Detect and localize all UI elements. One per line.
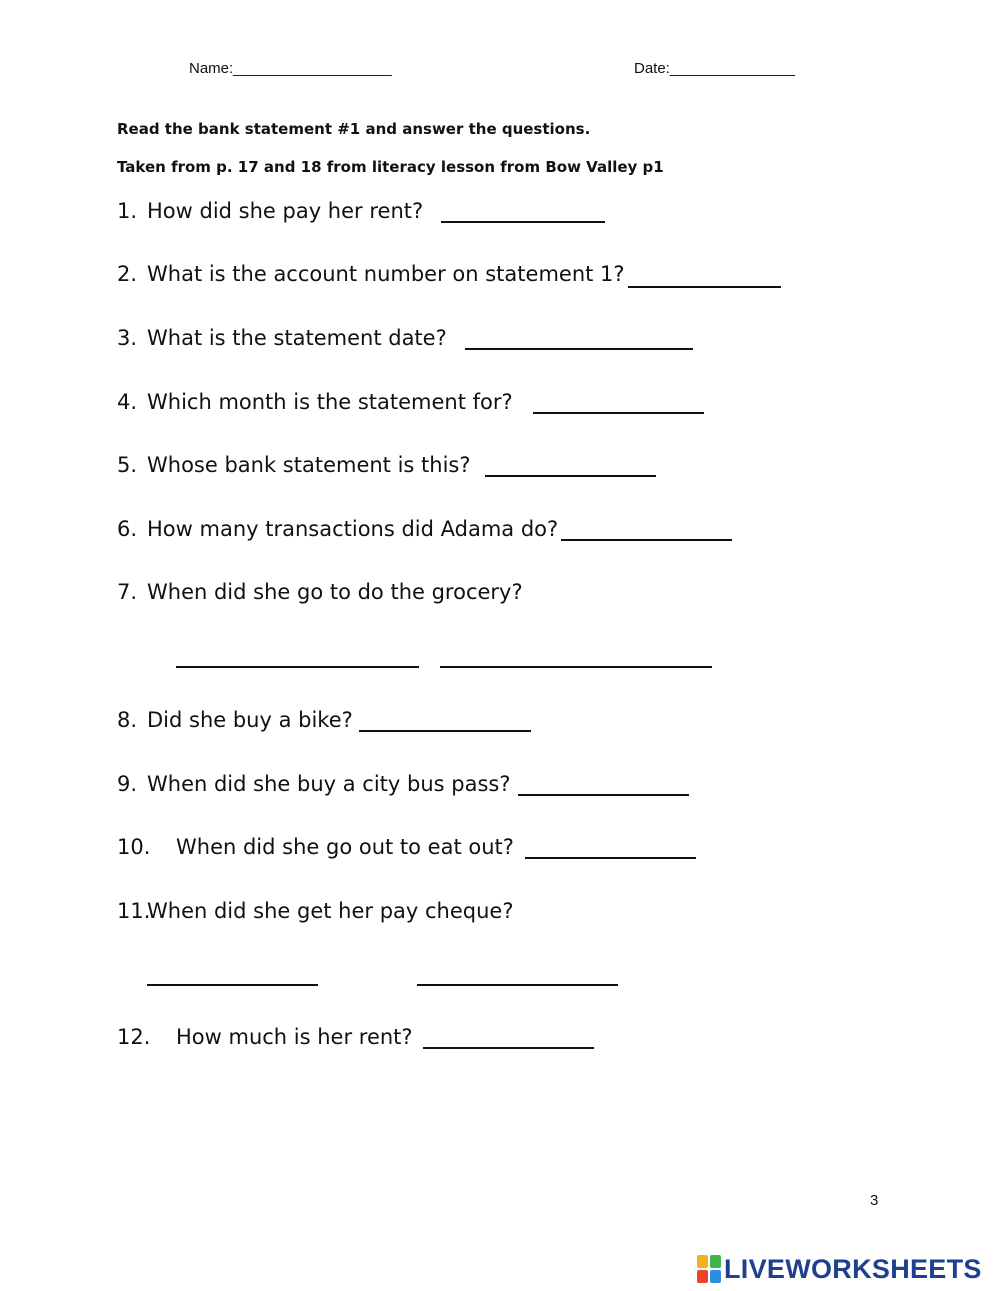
- logo-blocks-icon: [697, 1255, 721, 1283]
- question-number: 10.: [117, 835, 151, 859]
- question-text: What is the account number on statement 1?: [147, 262, 625, 286]
- question-number: 12.: [117, 1025, 151, 1049]
- question-12: [117, 1025, 413, 1049]
- question-8: [117, 708, 353, 732]
- question-text: How did she pay her rent?: [147, 199, 424, 223]
- question-3: [117, 326, 447, 350]
- question-number: 3.: [117, 326, 138, 350]
- question-text: When did she go to do the grocery?: [147, 580, 523, 604]
- question-7: [117, 580, 523, 604]
- answer-blank-3[interactable]: [465, 348, 693, 350]
- question-text: What is the statement date?: [147, 326, 447, 350]
- question-number: 9.: [117, 772, 138, 796]
- question-number: 8.: [117, 708, 138, 732]
- question-text: Which month is the statement for?: [147, 390, 513, 414]
- answer-blank-6[interactable]: [561, 539, 732, 541]
- question-11: [117, 899, 513, 923]
- question-4: [117, 390, 513, 414]
- question-text: When did she go out to eat out?: [176, 835, 514, 859]
- question-10: [117, 835, 514, 859]
- logo-text: LIVEWORKSHEETS: [724, 1253, 982, 1284]
- question-text: Whose bank statement is this?: [147, 453, 471, 477]
- page-number: 3: [870, 1192, 879, 1209]
- answer-blank-1[interactable]: [441, 221, 605, 223]
- answer-blank-12[interactable]: [423, 1047, 594, 1049]
- question-text: When did she get her pay cheque?: [147, 899, 514, 923]
- question-5: [117, 453, 471, 477]
- question-text: When did she buy a city bus pass?: [147, 772, 511, 796]
- answer-blank-11b[interactable]: [417, 984, 618, 986]
- question-number: 1.: [117, 199, 138, 223]
- question-number: 4.: [117, 390, 138, 414]
- name-field-label: Name:___________________: [189, 60, 392, 77]
- date-field-label: Date:_______________: [634, 60, 795, 77]
- question-number: 5.: [117, 453, 138, 477]
- question-number: 2.: [117, 262, 138, 286]
- answer-blank-8[interactable]: [359, 730, 531, 732]
- question-text: How much is her rent?: [176, 1025, 413, 1049]
- answer-blank-4[interactable]: [533, 412, 704, 414]
- answer-blank-7b[interactable]: [440, 666, 712, 668]
- answer-blank-2[interactable]: [628, 286, 781, 288]
- question-number: 6.: [117, 517, 138, 541]
- question-text: How many transactions did Adama do?: [147, 517, 559, 541]
- answer-blank-9[interactable]: [518, 794, 689, 796]
- question-2: [117, 262, 625, 286]
- instruction-line-2: Taken from p. 17 and 18 from literacy lesson from Bow Valley p1: [117, 158, 664, 176]
- question-9: [117, 772, 510, 796]
- answer-blank-10[interactable]: [525, 857, 696, 859]
- liveworksheets-logo: [697, 1254, 982, 1284]
- question-number: 7.: [117, 580, 138, 604]
- question-text: Did she buy a bike?: [147, 708, 353, 732]
- question-number: 11.: [117, 899, 151, 923]
- answer-blank-5[interactable]: [485, 475, 656, 477]
- question-1: [117, 199, 423, 223]
- question-6: [117, 517, 558, 541]
- answer-blank-7a[interactable]: [176, 666, 419, 668]
- answer-blank-11a[interactable]: [147, 984, 318, 986]
- instruction-line-1: Read the bank statement #1 and answer the questions.: [117, 120, 591, 138]
